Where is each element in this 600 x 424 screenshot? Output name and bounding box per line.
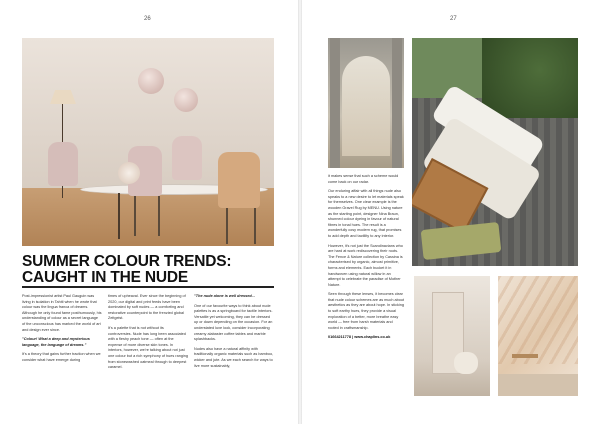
stone-column: [330, 38, 340, 168]
paragraph: It's a theory that gains further traction when we consider what have emerge during: [22, 352, 101, 362]
wooden-stool: [512, 354, 538, 358]
contact-line: 01664211778 | www.chaplins.co.uk: [328, 335, 391, 340]
headline-rule: [22, 286, 274, 288]
plants: [482, 38, 578, 118]
paragraph: Nudes also have a natural affinity with traditionally organic materials such as bamboo, wicker and jute. As we each search for ways to live more sustainably,: [194, 346, 274, 368]
paragraph: Our enduring affair with all things nude also speaks to a new desire to let materials speak for themselves. One clear example is the wooden Gravel Rug by MENU. Using nature as the starting point, designer Nina Braun, shunned colour dyeing in favour of natural fibres in tonal hues. The result is a wonderfully cosy modern rug, that promises to add depth and tactility to any interior.: [328, 189, 404, 238]
article-column-3: [194, 294, 274, 373]
nude-room-photo: [414, 276, 490, 396]
paragraph: Post-impressionist artist Paul Gauguin was living in isolation in Tahiti when he wrote that colour was the lingua franca of dreams. Although he only found fame posthumously, his understanding of colour as a secret language of the unconscious has marked the world of art and design ever since.: [22, 294, 102, 332]
article-column-2: [108, 294, 188, 375]
paragraph: However, it's not just the Scandinavians who are hard at work rediscovering their roots. The Fence & Nature collection by Cassina is characterised by organic, almost primitive, forms and elements. Each bucket it in handwoven using natural willow in an attempt to celebrate the paradise of Mother Nature.: [328, 243, 403, 287]
paragraph: It's a palette that is not without its controversies. Nude has long been associated with a fleshy peach tone — often at the expense of more diverse skin tones. In interiors, however, we're talking about not just one colour but a rich symphony of hues ranging from stonewashed oatmeal through to deepest caramel.: [108, 325, 188, 370]
chair-leg: [158, 196, 160, 236]
photo-floor: [498, 374, 578, 396]
right-article-column: [328, 174, 404, 345]
chair-leg: [134, 196, 136, 236]
paragraph: times of upheaval. Ever since the beginning of 2020, our digital and print feeds have been dominated by soft nudes — a comforting and restorative counterpoint to the frenzied global Zeitgeist.: [108, 294, 186, 321]
paragraph: One of our favourite ways to think about nude palettes is as a springboard for tactile interiors. Versatile yet welcoming, they can be dressed up or down depending on the occasion. For an understated luxe look, consider incorporating creamy alabaster coffee tables and marble splashbacks.: [194, 303, 273, 342]
chair-leg: [254, 208, 256, 244]
pull-quote: "Colour! What a deep and mysterious language, the language of dreams.": [22, 337, 90, 347]
stone-column: [392, 38, 402, 168]
chair-leg: [226, 208, 228, 244]
marble-wall: [498, 276, 578, 364]
dining-chair: [172, 136, 202, 180]
archway: [342, 56, 390, 156]
dining-room-photo: [22, 38, 274, 246]
paragraph: it makes sense that such a scheme would come back on our radar.: [328, 174, 399, 184]
right-page-number: 27: [450, 16, 457, 22]
subheading-quote: "The nude alone is well dressed...: [194, 294, 255, 298]
armchair: [454, 352, 478, 374]
article-column-1: [22, 294, 102, 368]
left-page-number: 26: [144, 16, 151, 22]
flower-arrangement: [118, 162, 140, 184]
arched-interior-photo: [328, 38, 404, 168]
paragraph: Seen through these lenses, it becomes clear that nude colour schemes are as much about aesthetics as they are about hope. In sticking to soft earthy hues, they provide a visual exploration of a better, more breathe easy world — free from harsh materials and rooted in craftsmanship.: [328, 292, 404, 330]
pendant-lamp: [138, 68, 164, 94]
dining-chair: [218, 152, 260, 208]
article-headline: SUMMER COLOUR TRENDS: CAUGHT IN THE NUDE: [22, 253, 232, 286]
table-leg: [118, 193, 120, 239]
pendant-lamp: [174, 88, 198, 112]
outdoor-sofa-photo: [412, 38, 578, 266]
dining-chair: [48, 142, 78, 186]
marble-room-photo: [498, 276, 578, 396]
